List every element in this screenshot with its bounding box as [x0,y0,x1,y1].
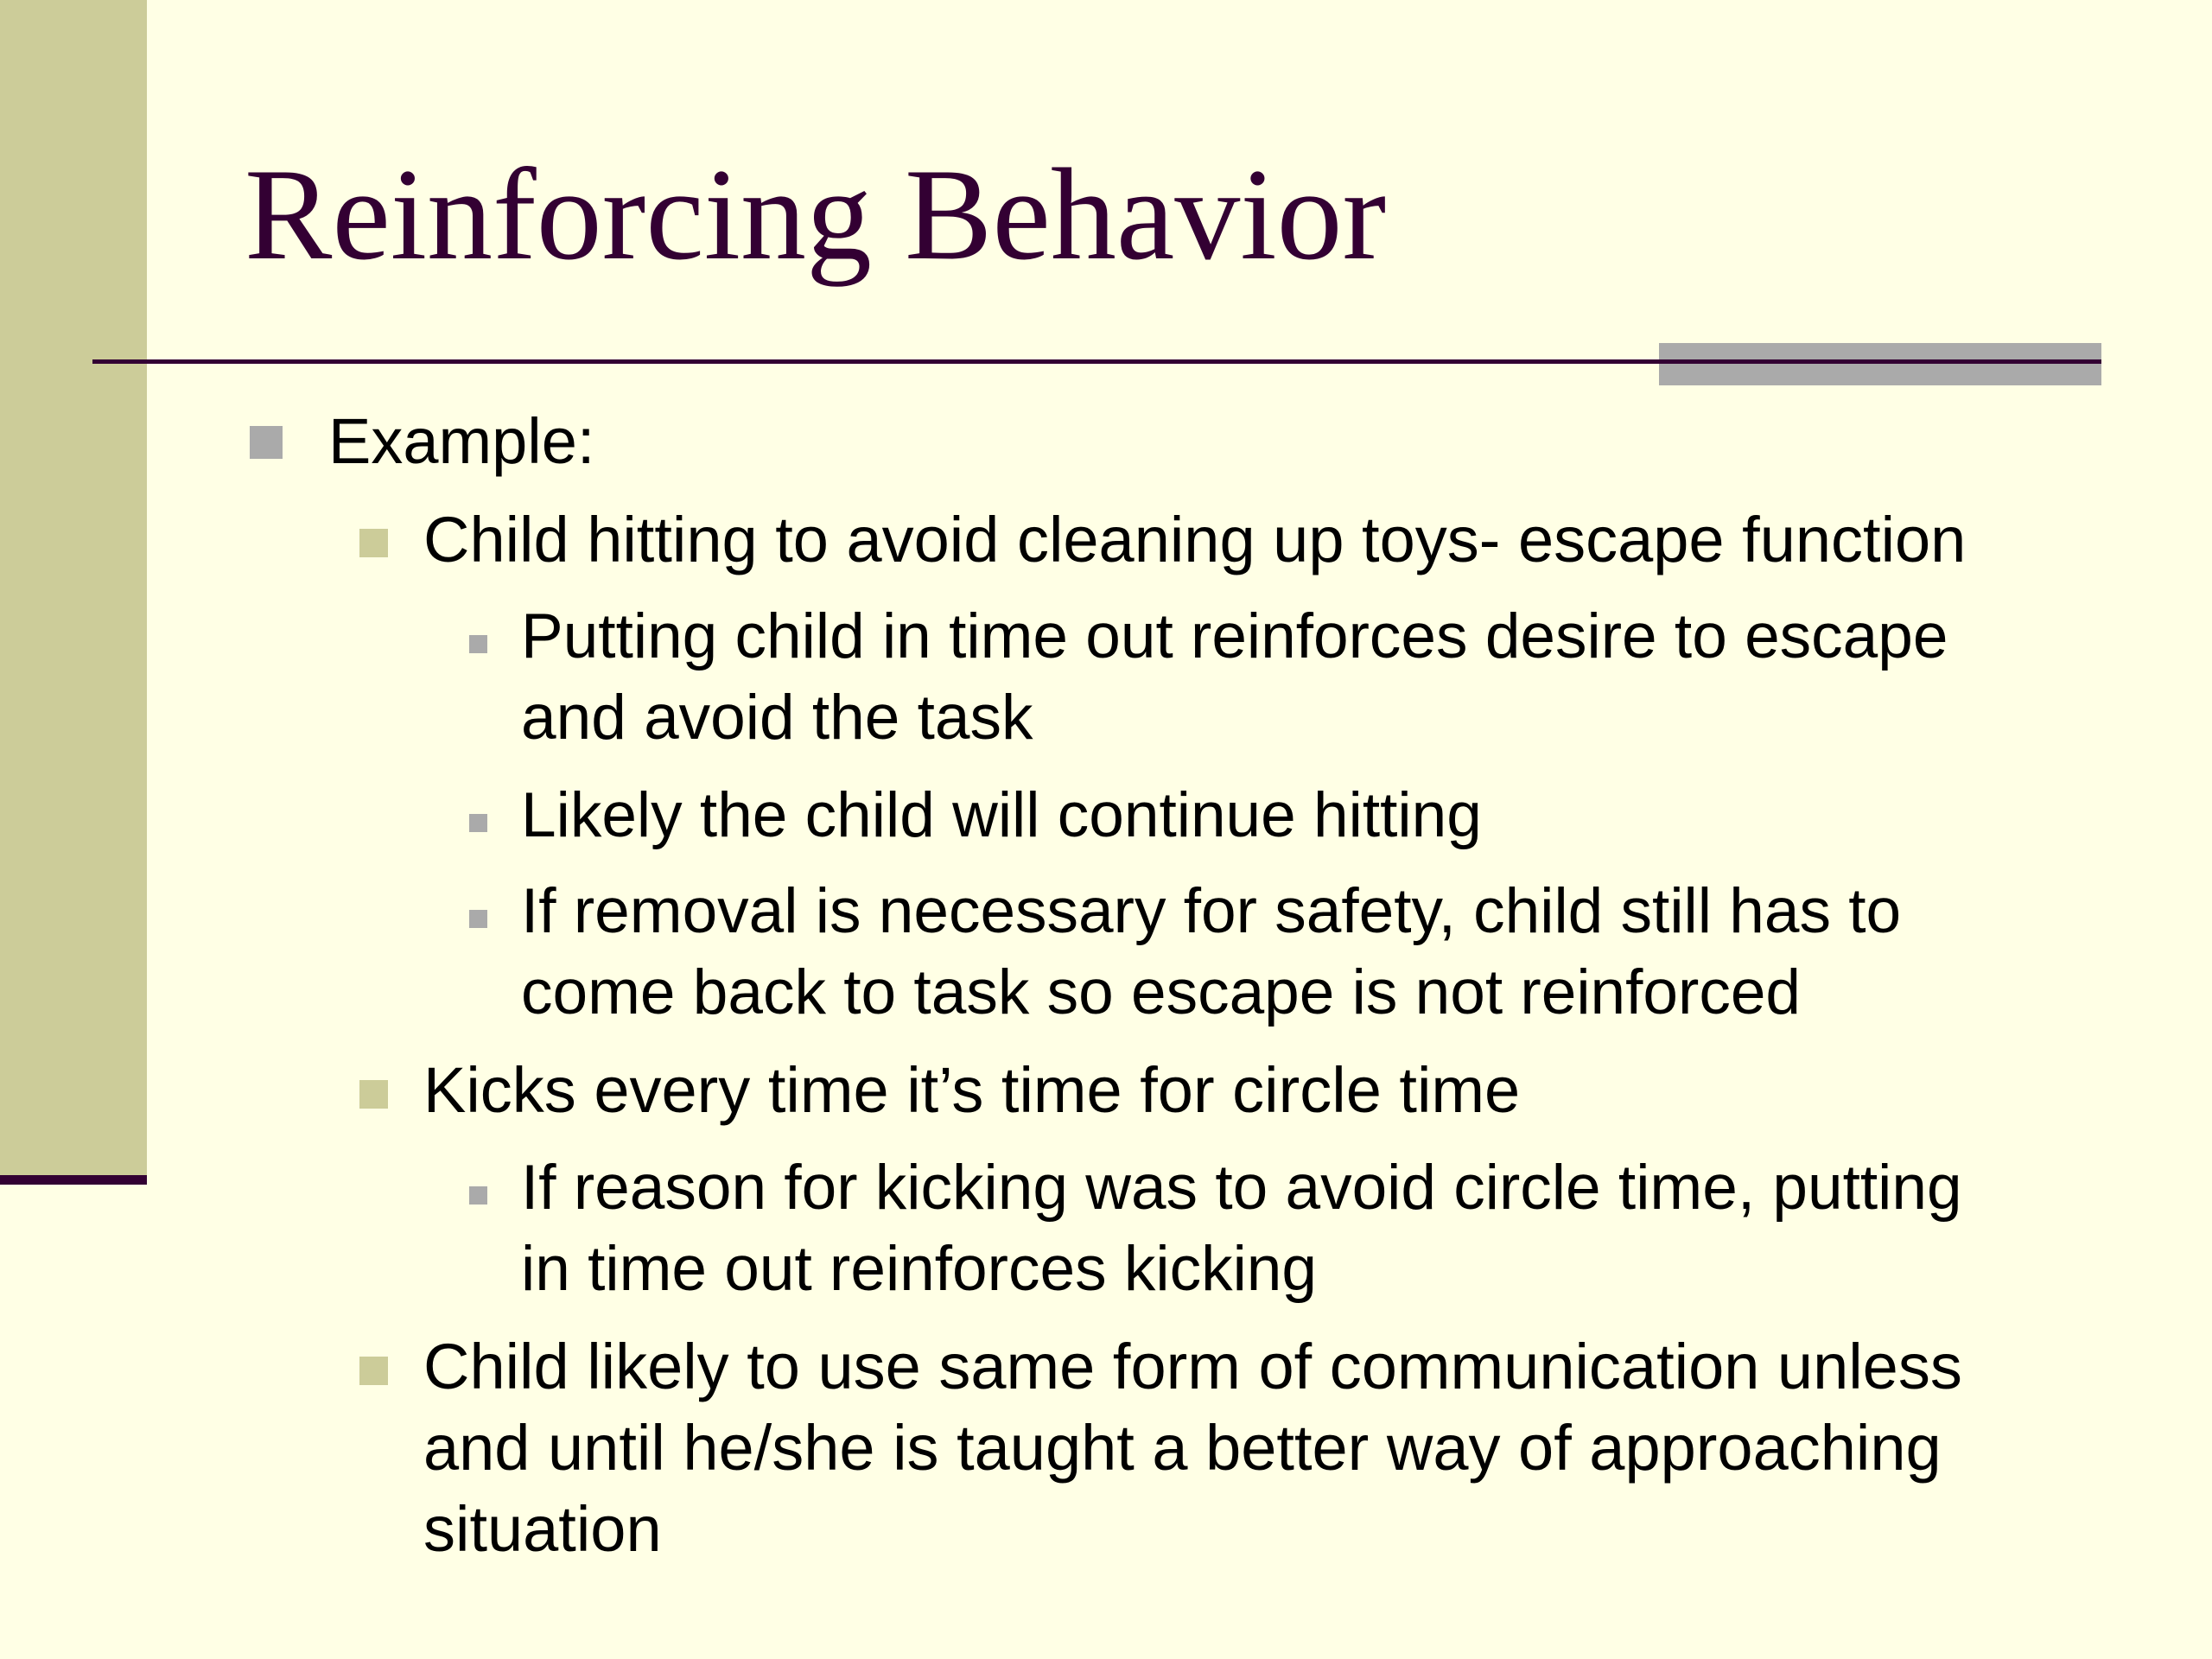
bullet-text: Child likely to use same form of communication unless [423,1331,1962,1402]
bullet-text: If reason for kicking was to avoid circle time, putting [521,1153,1962,1223]
bullet-text-continuation: situation [423,1493,662,1565]
title-rule-accent [1659,343,2101,385]
square-bullet-icon [469,814,487,832]
title-rule-accent-line [1659,359,2101,364]
square-bullet-icon [469,910,487,928]
square-bullet-icon [469,635,487,653]
bullet-text: Child hitting to avoid cleaning up toys- escape function [423,504,1967,575]
bullet-text: Example: [328,405,595,477]
slide-title: Reinforcing Behavior [245,142,1387,287]
left-accent-bar [0,0,147,1175]
bullet-text-continuation: and until he/she is taught a better way of approaching [423,1412,1942,1484]
square-bullet-icon [469,1186,487,1205]
square-bullet-icon [359,1080,388,1109]
bullet-text: If removal is necessary for safety, child still has to [521,876,1902,946]
bullet-text: Kicks every time it’s time for circle time [423,1054,1521,1126]
bullet-text-continuation: come back to task so escape is not reinforced [521,957,1802,1027]
square-bullet-icon [250,426,283,459]
bullet-text: Putting child in time out reinforces desire to escape [521,601,1948,671]
bullet-text: Likely the child will continue hitting [521,780,1482,850]
square-bullet-icon [359,529,388,557]
square-bullet-icon [359,1357,388,1385]
bullet-text-continuation: in time out reinforces kicking [521,1234,1317,1304]
left-accent-bar-underline [0,1175,147,1185]
bullet-text-continuation: and avoid the task [521,683,1033,753]
